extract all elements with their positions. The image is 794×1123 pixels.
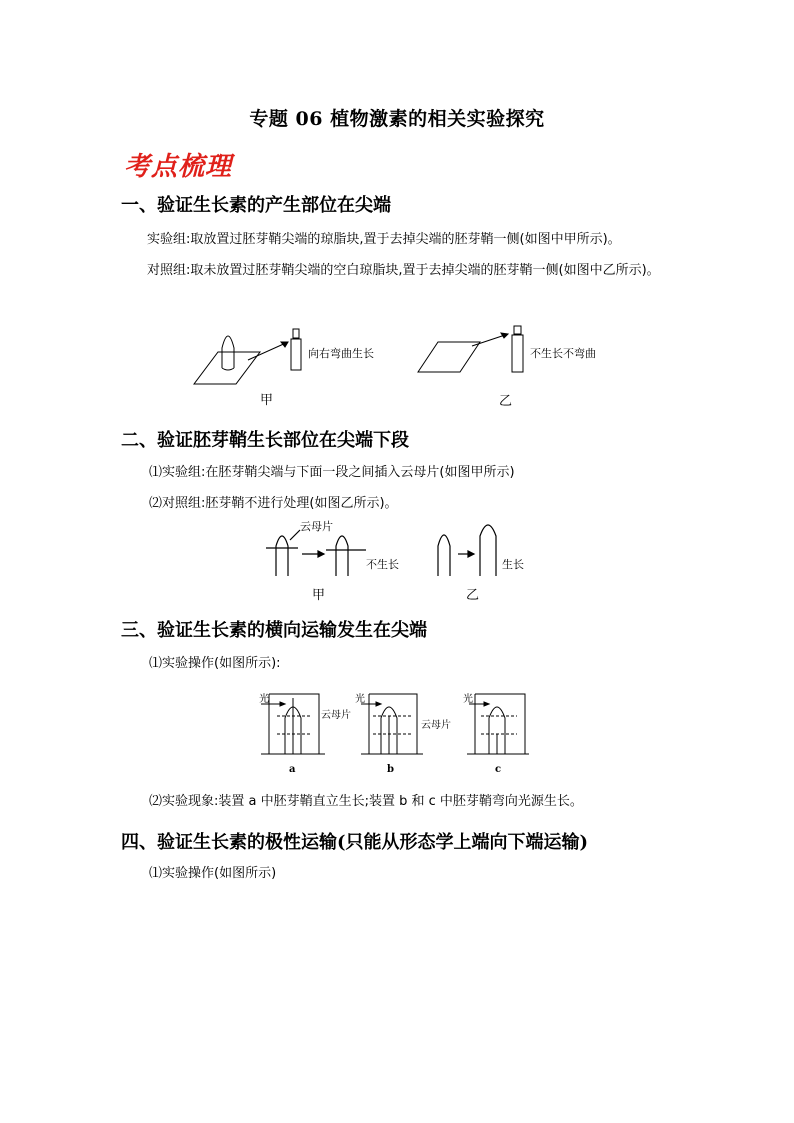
section-4-para-1: ⑴实验操作(如图所示) [149,866,277,881]
light-label-c: 光 [463,694,473,705]
label-mica: 云母片 [300,520,333,533]
section-3-para-2: ⑵实验现象:装置 a 中胚芽鞘直立生长;装置 b 和 c 中胚芽鞘弯向光源生长。 [149,794,583,809]
figure-3 [255,690,535,776]
section-1-para-2: 对照组:取未放置过胚芽鞘尖端的空白琼脂块,置于去掉尖端的胚芽鞘一侧(如图中乙所示)。 [147,263,660,278]
caption-a: a [289,764,296,775]
figure-1-yi [418,326,523,372]
decapitated-coleoptile [291,339,301,370]
fig2-caption-jia: 甲 [312,588,326,603]
decapitated-coleoptile-2 [512,335,523,372]
document-title: 专题 06 植物激素的相关实验探究 [249,108,545,130]
figure-2 [262,518,542,582]
fig2-caption-yi: 乙 [466,588,480,603]
section-1-heading: 一、验证生长素的产生部位在尖端 [121,195,391,216]
device-b [361,694,423,754]
caption-c: c [495,764,502,775]
figure-2-yi [438,525,496,576]
section-banner: 考点梳理 [124,152,233,182]
mica-label-b: 云母片 [421,720,451,731]
fig1-caption-jia: 甲 [260,393,274,408]
figure-1 [190,322,610,402]
section-2-para-2: ⑵对照组:胚芽鞘不进行处理(如图乙所示)。 [149,496,398,511]
figure-2-jia [266,530,366,576]
label-no-growth: 不生长不弯曲 [530,347,596,360]
fig1-caption-yi: 乙 [499,394,513,409]
section-4-heading: 四、验证生长素的极性运输(只能从形态学上端向下端运输) [121,832,589,853]
device-c [467,694,529,754]
section-1-para-1: 实验组:取放置过胚芽鞘尖端的琼脂块,置于去掉尖端的胚芽鞘一侧(如图中甲所示)。 [147,232,621,247]
coleoptile-with-mica [276,536,288,576]
light-label-a: 光 [259,694,269,705]
agar-plate [194,352,260,384]
section-2-heading: 二、验证胚芽鞘生长部位在尖端下段 [121,430,409,451]
section-2-para-1: ⑴实验组:在胚芽鞘尖端与下面一段之间插入云母片(如图甲所示) [149,465,515,480]
control-coleoptile [438,535,450,576]
device-a [261,694,325,754]
agar-block [293,329,299,338]
label-bends-right: 向右弯曲生长 [308,347,374,360]
grown-coleoptile [480,525,496,576]
section-3-heading: 三、验证生长素的横向运输发生在尖端 [121,620,427,641]
figure-1-jia [194,329,301,384]
light-label-b: 光 [355,694,365,705]
blank-agar-block [514,326,521,334]
blank-agar-plate [418,342,480,372]
mica-label-a: 云母片 [321,710,351,721]
label-growth: 生长 [502,558,524,571]
caption-b: b [387,764,394,775]
section-3-para-1: ⑴实验操作(如图所示): [149,656,281,671]
label-no-growth-2: 不生长 [366,558,399,571]
